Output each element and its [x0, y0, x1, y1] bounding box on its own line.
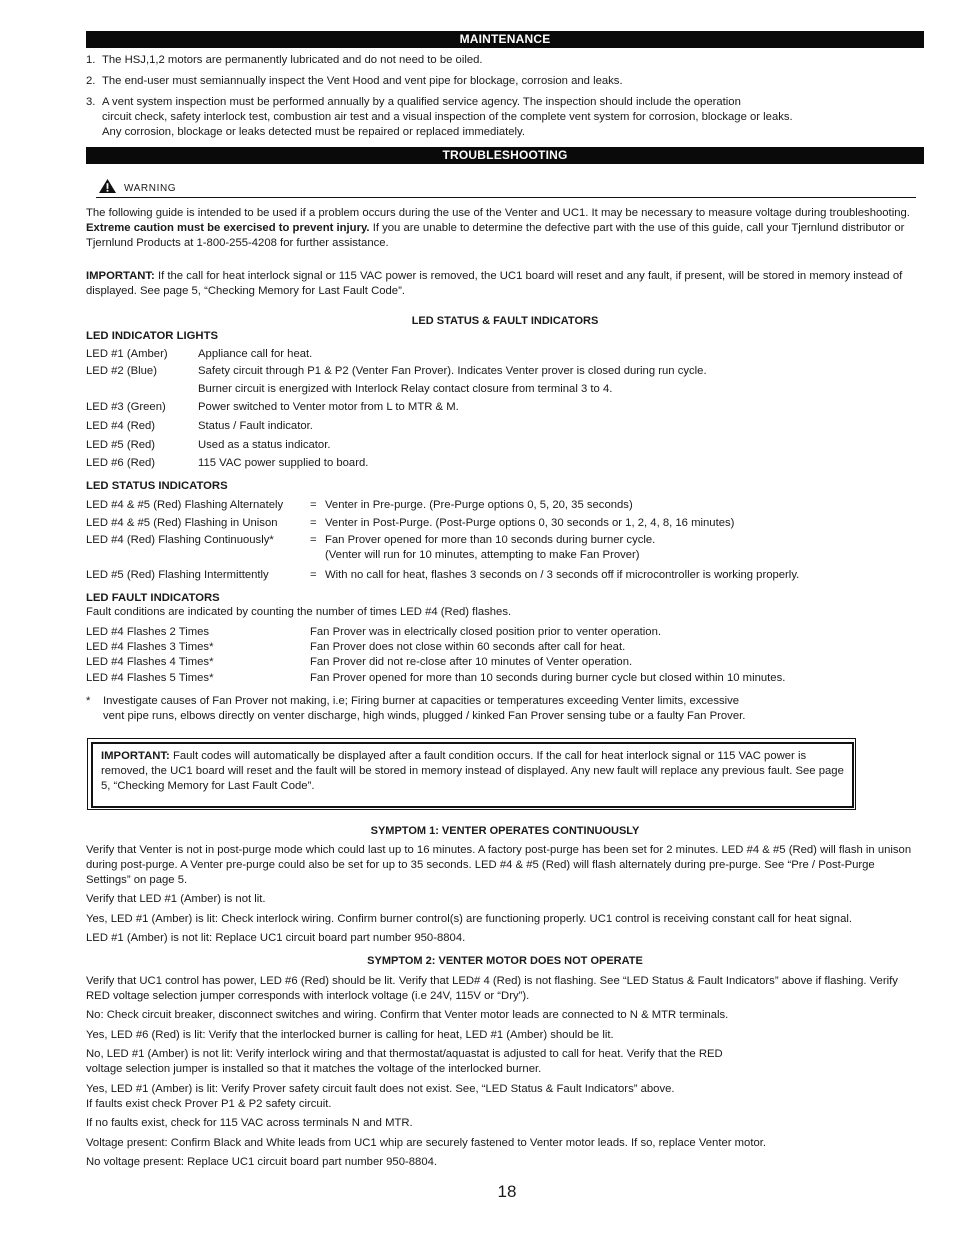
fault-2-desc: Fan Prover does not close within 60 seconds after call for heat. — [310, 641, 626, 653]
symptom-2-p6: If no faults exist, check for 115 VAC across terminals N and MTR. — [86, 1117, 413, 1129]
maintenance-item-1-text: The HSJ,1,2 motors are permanently lubricated and do not need to be oiled. — [102, 54, 483, 66]
status-4-desc: With no call for heat, flashes 3 seconds on / 3 seconds off if microcontroller is working properly. — [325, 569, 800, 581]
fault-4-label: LED #4 Flashes 5 Times* — [86, 672, 214, 684]
fault-intro: Fault conditions are indicated by counting the number of times LED #4 (Red) flashes. — [86, 606, 512, 618]
symptom-1-p4: LED #1 (Amber) is not lit: Replace UC1 circuit board part number 950-8804. — [86, 932, 466, 944]
important-text: If the call for heat interlock signal or 115 VAC power is removed, the UC1 board will reset and any fault, if present, will be stored in memory instead of displayed. See page 5, “Checking Memory for Last Fault Code”. — [86, 270, 903, 297]
status-3-equals: = — [310, 534, 317, 546]
important-label: IMPORTANT: — [86, 270, 155, 282]
status-2-label: LED #4 & #5 (Red) Flashing in Unison — [86, 517, 278, 529]
led-2-desc: Safety circuit through P1 & P2 (Venter Fan Prover). Indicates Venter prover is closed during run cycle. — [198, 365, 707, 377]
status-4-label: LED #5 (Red) Flashing Intermittently — [86, 569, 269, 581]
footnote-asterisk: * — [86, 695, 91, 707]
led-6-label: LED #6 (Red) — [86, 457, 156, 469]
led-4-desc: Status / Fault indicator. — [198, 420, 313, 432]
warning-label: WARNING — [124, 183, 177, 194]
maintenance-item-2-text: The end-user must semiannually inspect the Vent Hood and vent pipe for blockage, corrosion and leaks. — [102, 75, 623, 87]
intro-text-b: If you are unable to determine the defective part with the use of this guide, call your Tjernlund distributor or Tjernlund Products at 1-800-255-4208 for further assistance. — [86, 222, 905, 249]
status-3-label: LED #4 (Red) Flashing Continuously* — [86, 534, 274, 546]
led-3-label: LED #3 (Green) — [86, 401, 166, 413]
led-2-desc-line2: Burner circuit is energized with Interlock Relay contact closure from terminal 3 to 4. — [198, 383, 613, 395]
led-section-title: LED STATUS & FAULT INDICATORS — [411, 315, 599, 327]
symptom-2-p3: Yes, LED #6 (Red) is lit: Verify that the interlocked burner is calling for heat, LED #1 (Amber) should be lit. — [86, 1029, 614, 1041]
maintenance-item-1-number: 1. — [86, 54, 96, 66]
symptom-2-p8: No voltage present: Replace UC1 circuit board part number 950-8804. — [86, 1156, 438, 1168]
status-2-desc: Venter in Post-Purge. (Post-Purge options 0, 30 seconds or 1, 2, 4, 8, 16 minutes) — [325, 517, 735, 529]
status-2-equals: = — [310, 517, 317, 529]
troubleshooting-intro — [86, 206, 922, 251]
important-box-label: IMPORTANT: — [101, 750, 170, 762]
led-5-label: LED #5 (Red) — [86, 439, 156, 451]
maintenance-header: MAINTENANCE — [86, 31, 924, 48]
led-6-desc: 115 VAC power supplied to board. — [198, 457, 369, 469]
maintenance-item-3-line2: circuit check, safety interlock test, combustion air test and a visual inspection of the complete vent system for corrosion, blockage or leaks. — [102, 111, 793, 123]
maintenance-item-3-number: 3. — [86, 96, 96, 108]
fault-3-desc: Fan Prover did not re-close after 10 minutes of Venter operation. — [310, 656, 633, 668]
intro-caution-text: Extreme caution must be exercised to prevent injury. — [86, 222, 370, 234]
symptom-2-p5-line1: Yes, LED #1 (Amber) is lit: Verify Prover safety circuit fault does not exist. See, “LED Status & Fault Indicators” above. — [86, 1083, 675, 1095]
status-1-desc: Venter in Pre-purge. (Pre-Purge options 0, 5, 20, 35 seconds) — [325, 499, 633, 511]
footnote-line1: Investigate causes of Fan Prover not making, i.e; Firing burner at capacities or temperatures exceeding Venter limits, excessive — [103, 695, 740, 707]
led-5-desc: Used as a status indicator. — [198, 439, 331, 451]
status-4-equals: = — [310, 569, 317, 581]
troubleshooting-important — [86, 269, 922, 299]
status-1-equals: = — [310, 499, 317, 511]
warning-triangle-icon — [98, 178, 117, 194]
symptom-2-title: SYMPTOM 2: VENTER MOTOR DOES NOT OPERATE — [367, 955, 643, 967]
important-box-text — [101, 749, 845, 794]
status-3-desc-line2: (Venter will run for 10 minutes, attempting to make Fan Prover) — [325, 549, 640, 561]
led-2-label: LED #2 (Blue) — [86, 365, 157, 377]
troubleshooting-header: TROUBLESHOOTING — [86, 147, 924, 164]
symptom-2-p4-line1: No, LED #1 (Amber) is not lit: Verify interlock wiring and that thermostat/aquastat is adjusted to call for heat. Verify that the RED — [86, 1048, 723, 1060]
led-fault-indicators-heading: LED FAULT INDICATORS — [86, 592, 220, 604]
led-1-desc: Appliance call for heat. — [198, 348, 313, 360]
page-number: 18 — [497, 1182, 517, 1201]
led-1-label: LED #1 (Amber) — [86, 348, 168, 360]
status-1-label: LED #4 & #5 (Red) Flashing Alternately — [86, 499, 284, 511]
symptom-2-p2: No: Check circuit breaker, disconnect switches and wiring. Confirm that Venter motor leads are connected to N & MTR terminals. — [86, 1009, 729, 1021]
fault-4-desc: Fan Prover opened for more than 10 seconds during burner cycle but closed within 10 minutes. — [310, 672, 786, 684]
symptom-1-title: SYMPTOM 1: VENTER OPERATES CONTINUOUSLY — [370, 825, 640, 837]
led-3-desc: Power switched to Venter motor from L to MTR & M. — [198, 401, 459, 413]
symptom-2-p7: Voltage present: Confirm Black and White leads from UC1 whip are securely fastened to Venter motor leads. If so, replace Venter motor. — [86, 1137, 767, 1149]
fault-1-desc: Fan Prover was in electrically closed position prior to venter operation. — [310, 626, 661, 638]
important-box-body: Fault codes will automatically be displayed after a fault condition occurs. If the call for heat interlock signal or 115 VAC power is removed, the UC1 board will reset and the fault will be stored in memory instead of displayed. Any new fault will replace any previous fault. See page 5, “Checking Memory for Last Fault Code”. — [101, 750, 844, 792]
fault-2-label: LED #4 Flashes 3 Times* — [86, 641, 214, 653]
maintenance-item-3-line3: Any corrosion, blockage or leaks detected must be repaired or replaced immediately. — [102, 126, 526, 138]
symptom-2-p5-line2: If faults exist check Prover P1 & P2 safety circuit. — [86, 1098, 332, 1110]
fault-3-label: LED #4 Flashes 4 Times* — [86, 656, 214, 668]
maintenance-item-2-number: 2. — [86, 75, 96, 87]
status-3-desc: Fan Prover opened for more than 10 seconds during burner cycle. — [325, 534, 656, 546]
intro-text-a: The following guide is intended to be used if a problem occurs during the use of the Venter and UC1. It may be necessary to measure voltage during troubleshooting. — [86, 207, 910, 219]
warning-divider — [96, 197, 916, 198]
led-4-label: LED #4 (Red) — [86, 420, 156, 432]
symptom-2-p1: Verify that UC1 control has power, LED #6 (Red) should be lit. Verify that LED# 4 (Red) is not flashing. See “LED Status & Fault Indicators” above if flashing. Verify RED voltage selection jumper corresponds with interlock voltage (i.e 24V, 115V or “Dry”). — [86, 975, 898, 1002]
led-status-indicators-heading: LED STATUS INDICATORS — [86, 480, 228, 492]
footnote-line2: vent pipe runs, elbows directly on venter discharge, high winds, plugged / kinked Fan Prover sensing tube or a faulty Fan Prover. — [103, 710, 746, 722]
symptom-1-p3: Yes, LED #1 (Amber) is lit: Check interlock wiring. Confirm burner control(s) are functioning properly. UC1 control is receiving constant call for heat signal. — [86, 913, 852, 925]
symptom-1-p1: Verify that Venter is not in post-purge mode which could last up to 16 minutes. A factory post-purge has been set for 2 minutes. LED #4 & #5 (Red) will flash in unison during post-purge. A Venter pre-purge could also be set for up to 35 seconds. LED #4 & #5 (Red) will flash alternately during pre-purge. See “Pre / Post-Purge Settings” on page 5. — [86, 844, 912, 886]
symptom-2-p4-line2: voltage selection jumper is installed so that it matches the voltage of the interlocked burner. — [86, 1063, 542, 1075]
fault-1-label: LED #4 Flashes 2 Times — [86, 626, 210, 638]
maintenance-item-3-line1: A vent system inspection must be performed annually by a qualified service agency. The inspection should include the operation — [102, 96, 741, 108]
led-indicator-lights-heading: LED INDICATOR LIGHTS — [86, 330, 219, 342]
symptom-1-p2: Verify that LED #1 (Amber) is not lit. — [86, 893, 266, 905]
